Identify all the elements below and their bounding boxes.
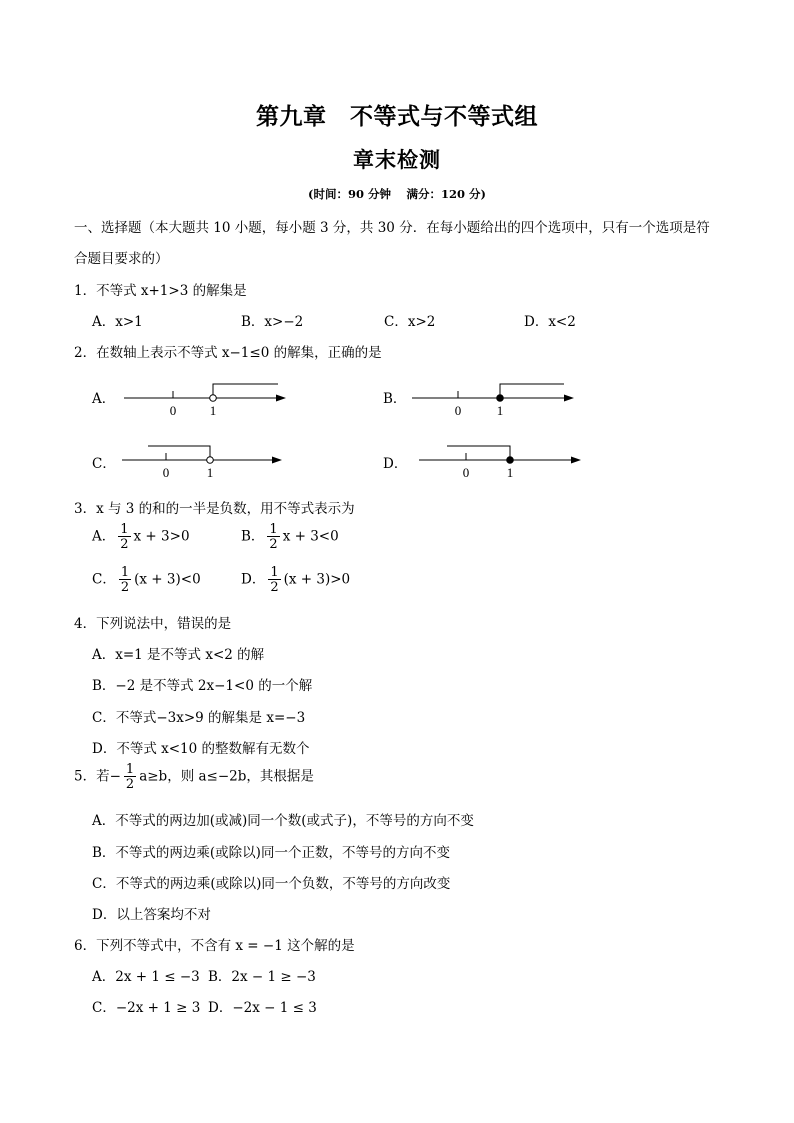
q2-stem: 2．在数轴上表示不等式 x−1≤0 的解集，正确的是 <box>74 345 382 361</box>
q2-numberline-b <box>408 378 578 420</box>
tick-label-1: 1 <box>209 403 217 418</box>
q2-label-b: B． <box>383 391 407 407</box>
tick-label-1: 1 <box>496 403 504 418</box>
q5-option-c: C．不等式的两边乘(或除以)同一个负数，不等号的方向改变 <box>92 876 451 892</box>
q2-label-c: C． <box>92 456 116 472</box>
q1-option-b: B．x>−2 <box>241 314 304 330</box>
q6-option-b: B．2x − 1 ≥ −3 <box>208 969 316 985</box>
tick-label-0: 0 <box>454 403 462 418</box>
q5-option-d: D．以上答案均不对 <box>92 907 211 923</box>
q4-option-b: B．−2 是不等式 2x−1<0 的一个解 <box>92 678 313 694</box>
tick-label-0: 0 <box>169 403 177 418</box>
q6-option-a: A．2x + 1 ≤ −3 <box>92 969 200 985</box>
q5-stem: 5．若− $\frac{1}{2}$ a≥b，则 a≤−2b，其根据是 <box>74 762 314 792</box>
q2-label-d: D． <box>383 456 408 472</box>
q4-stem: 4．下列说法中，错误的是 <box>74 616 232 632</box>
q1-stem: 1．不等式 x+1>3 的解集是 <box>74 283 247 299</box>
section-heading-line1: 一、选择题（本大题共 10 小题，每小题 3 分，共 30 分．在每小题给出的四个选项中，只有一个选项是符 <box>74 220 710 236</box>
q4-option-a: A．x=1 是不等式 x<2 的解 <box>92 647 265 663</box>
q3-option-b: B． $\frac{1}{2}$ x + 3<0 <box>241 522 339 552</box>
q5-option-b: B．不等式的两边乘(或除以)同一个正数，不等号的方向不变 <box>92 845 450 861</box>
q6-option-c: C．−2x + 1 ≥ 3 <box>92 1000 201 1016</box>
q1-option-a: A．x>1 <box>92 314 143 330</box>
q2-label-a: A． <box>92 391 116 407</box>
q2-numberline-c <box>118 441 288 483</box>
tick-label-0: 0 <box>462 465 470 480</box>
q3-option-c: C． $\frac{1}{2}$ (x + 3)<0 <box>92 565 201 595</box>
tick-label-1: 1 <box>506 465 514 480</box>
section-heading-line2: 合题目要求的） <box>74 251 169 267</box>
q3-option-a: A． $\frac{1}{2}$ x + 3>0 <box>92 522 190 552</box>
q5-option-a: A．不等式的两边加(或减)同一个数(或式子)，不等号的方向不变 <box>92 813 474 829</box>
q3-stem: 3．x 与 3 的和的一半是负数，用不等式表示为 <box>74 501 355 517</box>
q6-option-d: D．−2x − 1 ≤ 3 <box>208 1000 317 1016</box>
q6-stem: 6．下列不等式中，不含有 x = −1 这个解的是 <box>74 938 355 954</box>
q3-option-d: D． $\frac{1}{2}$ (x + 3)>0 <box>241 565 351 595</box>
q4-option-d: D．不等式 x<10 的整数解有无数个 <box>92 741 310 757</box>
q4-option-c: C．不等式−3x>9 的解集是 x=−3 <box>92 710 306 726</box>
exam-meta: (时间：90 分钟 满分：120 分) <box>308 187 486 201</box>
q2-numberline-a <box>120 378 290 420</box>
tick-label-0: 0 <box>162 465 170 480</box>
tick-label-1: 1 <box>206 465 214 480</box>
page-subtitle: 章末检测 <box>353 148 441 172</box>
q2-numberline-d <box>415 441 585 483</box>
page-title: 第九章 不等式与不等式组 <box>256 104 538 130</box>
q1-option-c: C．x>2 <box>384 314 436 330</box>
q1-option-d: D．x<2 <box>524 314 576 330</box>
